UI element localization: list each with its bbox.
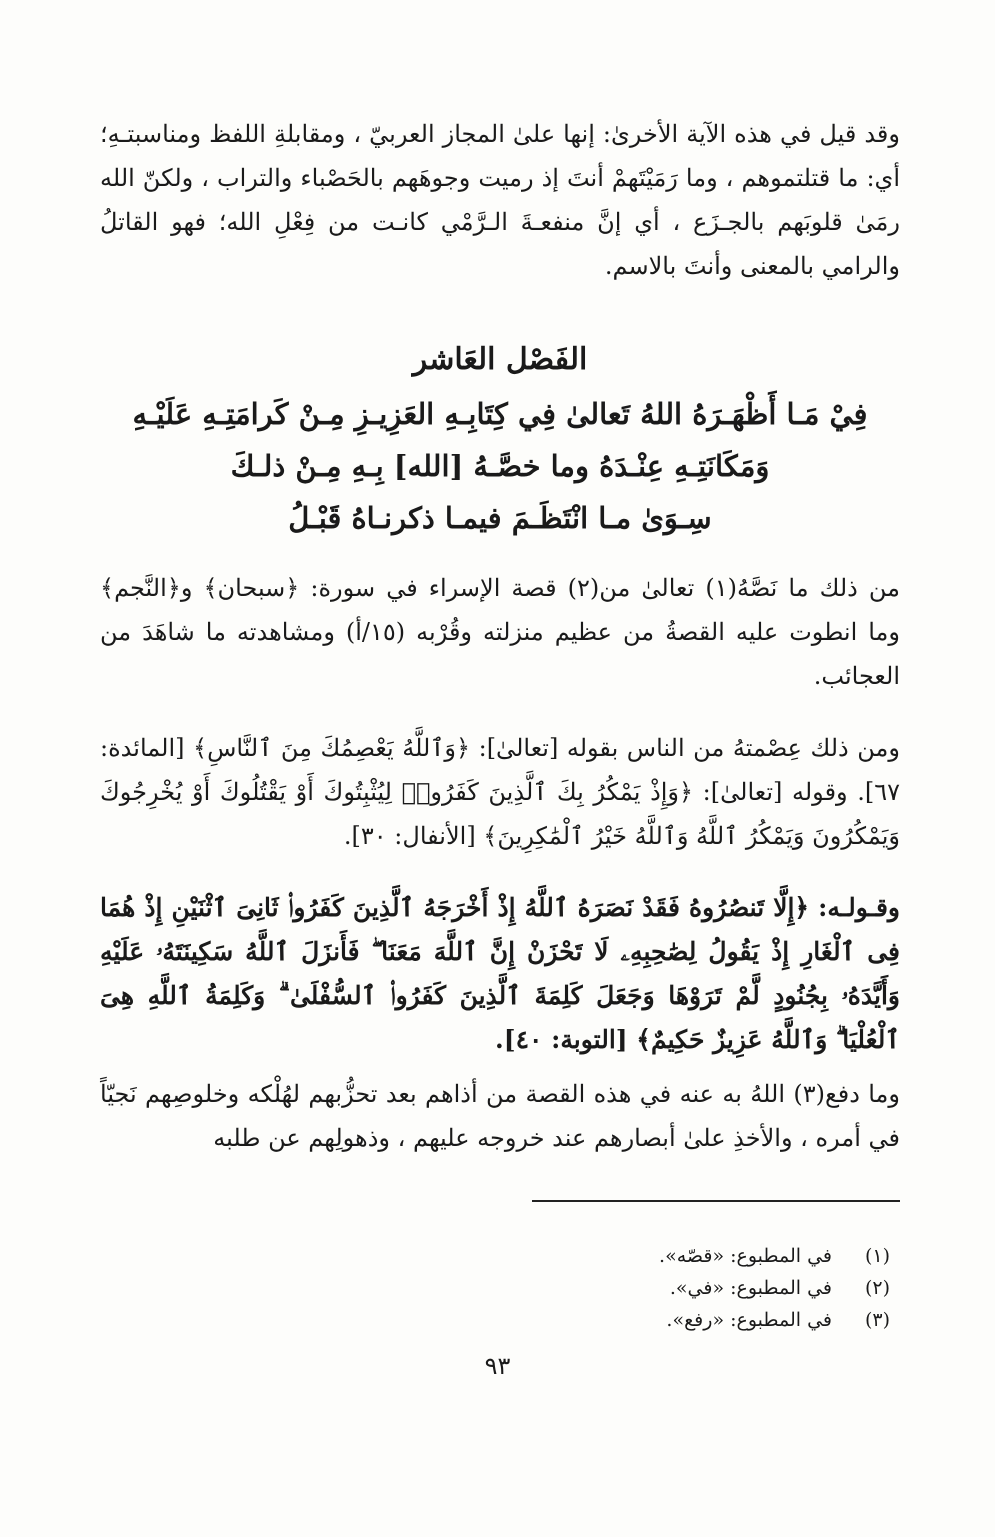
footnote-number: (٣) <box>864 1309 890 1331</box>
chapter-title: الفَصْل العَاشر <box>412 342 588 377</box>
footnote-number: (١) <box>864 1245 890 1267</box>
page-number: ٩٣ <box>484 1352 511 1380</box>
paragraph-5: وما دفع(٣) اللهُ به عنه في هذه القصة من أذاهم بعد تحزُّبهم لهُلْكه وخلوصِهم نَجيّاً في أمره ، والأخذِ علىٰ أبصارهم عند خروجه عليهم ، وذهولِهم عن طلبه <box>100 1080 900 1152</box>
footnote-separator <box>532 1200 900 1202</box>
paragraph-4: وقـولـه: ﴿إِلَّا تَنصُرُوهُ فَقَدْ نَصَرَهُ ٱللَّهُ إِذْ أَخْرَجَهُ ٱلَّذِينَ كَفَرُوا۟ ثَانِىَ ٱثْنَيْنِ إِذْ هُمَا فِى ٱلْغَارِ إِذْ يَقُولُ لِصَٰحِبِهِۦ لَا تَحْزَنْ إِنَّ ٱللَّهَ مَعَنَا ۖ فَأَنزَلَ ٱللَّهُ سَكِينَتَهُۥ عَلَيْهِ وَأَيَّدَهُۥ بِجُنُودٍ لَّمْ تَرَوْهَا وَجَعَلَ كَلِمَةَ ٱلَّذِينَ كَفَرُوا۟ ٱلسُّفْلَىٰ ۗ وَكَلِمَةُ ٱللَّهِ هِىَ ٱلْعُلْيَا ۗ وَٱللَّهُ عَزِيزٌ حَكِيمٌ﴾ [التوبة: ٤٠]. <box>100 893 900 1054</box>
paragraph-1: وقد قيل في هذه الآية الأخرىٰ: إنها علىٰ المجاز العربيّ ، ومقابلةِ اللفظ ومناسبتـهِ؛ أي: ما قتلتموهم ، وما رَمَيْتَهمْ أنتَ إذ رميت وجوهَهم بالحَصْباء والتراب ، ولكنّ الله رمَىٰ قلوبَهم بالجـزَع ، أي إنَّ منفعـةَ الـرَّمْي كانـت من فِعْلِ الله؛ فهو القاتلُ والرامي بالمعنى وأنتَ بالاسم. <box>100 120 900 280</box>
footnote-text: في المطبوع: «رفع». <box>666 1309 832 1331</box>
footnote <box>659 1240 890 1272</box>
page-body <box>100 112 900 1170</box>
footnote-number: (٢) <box>864 1277 890 1299</box>
footnote-text: في المطبوع: «قصّه». <box>659 1245 832 1267</box>
footnote <box>659 1272 890 1304</box>
footnote <box>659 1304 890 1336</box>
footnote-text: في المطبوع: «في». <box>669 1277 832 1299</box>
footnotes <box>659 1240 890 1336</box>
paragraph-3: ومن ذلك عِصْمتهُ من الناس بقوله [تعالىٰ]: ﴿وَٱللَّهُ يَعْصِمُكَ مِنَ ٱلنَّاسِ﴾ [المائدة: ٦٧]. وقوله [تعالىٰ]: ﴿وَإِذْ يَمْكُرُ بِكَ ٱلَّذِينَ كَفَرُوا۟ لِيُثْبِتُوكَ أَوْ يَقْتُلُوكَ أَوْ يُخْرِجُوكَ وَيَمْكُرُونَ وَيَمْكُرُ ٱللَّهُ وَٱللَّهُ خَيْرُ ٱلْمَٰكِرِينَ﴾ [الأنفال: ٣٠]. <box>100 734 900 850</box>
paragraph-2: من ذلك ما نَصَّهُ(١) تعالىٰ من(٢) قصة الإسراء في سورة: ﴿سبحان﴾ و﴿النَّجم﴾ وما انطوت عليه القصةُ من عظيم منزلته وقُرْبه (١٥/أ) ومشاهدته ما شاهَدَ من العجائب. <box>100 574 901 690</box>
chapter-subtitle: فِيْ مَـا أَظْهَـرَهُ اللهُ تَعالىٰ فِي كِتَابِـهِ العَزِيـزِ مِـنْ كَرامَتِـهِ عَلَيْـهِ وَمَكَانَتِـهِ عِنْـدَهُ وما خصَّـهُ [الله] بِـهِ مِـنْ ذلـكَ سِـوَىٰ مـا انْتَظَـمَ فيمـا ذكرنـاهُ قَبْـلُ <box>132 397 868 535</box>
